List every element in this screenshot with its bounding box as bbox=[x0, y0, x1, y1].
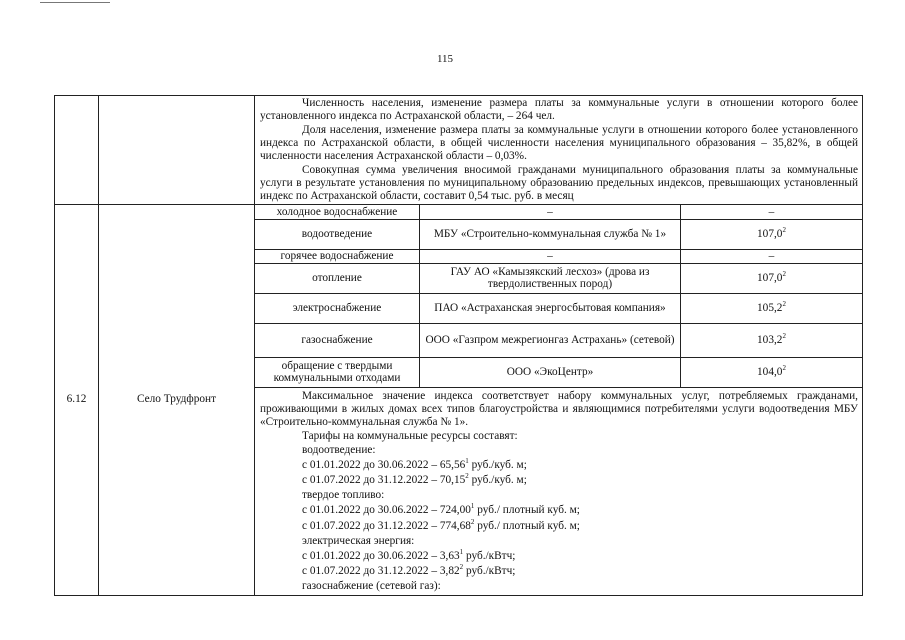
tariffs-heading: Тарифы на коммунальные ресурсы составят: bbox=[302, 429, 518, 442]
service-provider: ГАУ АО «Камызякский лесхоз» (дрова из твердолиственных пород) bbox=[420, 263, 681, 293]
tariff-line bbox=[302, 473, 858, 488]
index-footnote: 2 bbox=[782, 331, 786, 340]
tariff-label: водоотведение: bbox=[302, 443, 376, 456]
service-name: электроснабжение bbox=[255, 293, 420, 323]
service-provider: ООО «Газпром межрегионгаз Астрахань» (сетевой) bbox=[420, 323, 681, 357]
index-footnote: 2 bbox=[782, 225, 786, 234]
settlement-name: Село Трудфронт bbox=[99, 205, 255, 596]
service-name: горячее водоснабжение bbox=[255, 249, 420, 263]
service-row bbox=[255, 357, 862, 387]
index-footnote: 2 bbox=[782, 299, 786, 308]
prev-row-body bbox=[255, 96, 863, 205]
service-name: газоснабжение bbox=[255, 323, 420, 357]
service-provider: МБУ «Строительно-коммунальная служба № 1» bbox=[420, 219, 681, 249]
document-sheet bbox=[54, 95, 861, 596]
tariff-period-value: с 01.07.2022 до 31.12.2022 – 3,82 bbox=[302, 565, 460, 578]
tariff-line bbox=[302, 519, 858, 534]
service-provider: ООО «ЭкоЦентр» bbox=[420, 357, 681, 387]
prev-row-number-cell bbox=[55, 96, 99, 205]
tariff-period-value: с 01.07.2022 до 31.12.2022 – 774,68 bbox=[302, 519, 471, 532]
prev-row-name-cell bbox=[99, 96, 255, 205]
tariff-label: газоснабжение (сетевой газ): bbox=[302, 580, 441, 593]
tariff-footnote: 2 bbox=[465, 472, 469, 481]
service-provider: ПАО «Астраханская энергосбытовая компания» bbox=[420, 293, 681, 323]
municipal-index-table bbox=[54, 95, 863, 596]
previous-row bbox=[55, 96, 863, 205]
top-rule bbox=[40, 2, 110, 3]
index-footnote: 2 bbox=[782, 363, 786, 372]
tariff-line bbox=[302, 458, 858, 473]
share-paragraph: Доля населения, изменение размера платы за коммунальные услуги в отношении которого более установленного индекса по Астраханской области, в общей численности населения муниципального образования – 35,82%, в общей численности населения Астраханской области – 0,03%. bbox=[260, 124, 858, 162]
tariff-unit: руб./кВтч; bbox=[463, 549, 516, 562]
tariff-footnote: 1 bbox=[465, 456, 469, 465]
service-index bbox=[681, 357, 863, 387]
tariff-footnote: 1 bbox=[459, 548, 464, 557]
tariff-list bbox=[255, 443, 862, 595]
row-number: 6.12 bbox=[55, 205, 99, 596]
tariff-period-value: с 01.01.2022 до 30.06.2022 – 3,63 bbox=[302, 549, 460, 562]
tariff-unit: руб./ плотный куб. м; bbox=[474, 504, 580, 517]
service-name: отопление bbox=[255, 263, 420, 293]
service-provider: – bbox=[420, 249, 681, 263]
tariff-period-value: с 01.01.2022 до 30.06.2022 – 724,00 bbox=[302, 504, 471, 517]
index-value: 105,2 bbox=[757, 301, 783, 314]
tariff-period-value: с 01.01.2022 до 30.06.2022 – 65,56 bbox=[302, 458, 466, 471]
service-index bbox=[681, 219, 863, 249]
tariff-unit: руб./куб. м; bbox=[468, 473, 527, 486]
index-value: 107,0 bbox=[757, 271, 783, 284]
index-footnote: 2 bbox=[782, 269, 786, 278]
tariff-label: твердое топливо: bbox=[302, 489, 385, 502]
index-value: – bbox=[768, 249, 775, 262]
settlement-body bbox=[255, 205, 863, 596]
service-row bbox=[255, 205, 862, 219]
tariff-footnote: 2 bbox=[470, 517, 475, 526]
service-row bbox=[255, 263, 862, 293]
page-number: 115 bbox=[436, 53, 454, 65]
service-name: обращение с твердыми коммунальными отходами bbox=[255, 357, 420, 387]
population-paragraph: Численность населения, изменение размера платы за коммунальные услуги в отношении которого более установленного индекса по Астраханской области, – 264 чел. bbox=[260, 97, 858, 122]
service-row bbox=[255, 249, 862, 263]
index-value: 103,2 bbox=[757, 333, 783, 346]
tariff-period-value: с 01.07.2022 до 31.12.2022 – 70,15 bbox=[302, 473, 466, 486]
service-index bbox=[681, 293, 863, 323]
sum-paragraph: Совокупная сумма увеличения вносимой гражданами муниципального образования платы за коммунальные услуги в результате установления по муниципальному образованию предельных индексов, превышающих установленный индекс по Астраханской области, составит 0,54 тыс. руб. в месяц bbox=[260, 164, 858, 202]
max-index-paragraph: Максимальное значение индекса соответствует набору коммунальных услуг, потребляемых гражданами, проживающими в жилых домах всех типов благоустройства и являющимися потребителями услуги водоотведения МБУ «Строительно-коммунальная служба № 1». bbox=[260, 389, 858, 428]
tariff-footnote: 1 bbox=[470, 502, 475, 511]
service-index bbox=[681, 323, 863, 357]
index-value: 107,0 bbox=[757, 227, 783, 240]
service-index bbox=[681, 263, 863, 293]
service-index bbox=[681, 205, 863, 219]
tariff-unit: руб./кВтч; bbox=[463, 565, 516, 578]
index-value: 104,0 bbox=[757, 365, 783, 378]
service-row bbox=[255, 293, 862, 323]
settlement-row bbox=[55, 205, 863, 596]
service-name: водоотведение bbox=[255, 219, 420, 249]
tariff-line bbox=[302, 503, 858, 518]
tariff-footnote: 2 bbox=[459, 563, 464, 572]
tariff-unit: руб./ плотный куб. м; bbox=[474, 519, 580, 532]
service-index bbox=[681, 249, 863, 263]
service-provider: – bbox=[420, 205, 681, 219]
tariff-line bbox=[302, 564, 858, 579]
service-row bbox=[255, 219, 862, 249]
services-subtable bbox=[255, 205, 862, 388]
service-name: холодное водоснабжение bbox=[255, 205, 420, 219]
service-row bbox=[255, 323, 862, 357]
tariff-line bbox=[302, 549, 858, 564]
tariff-unit: руб./куб. м; bbox=[468, 458, 527, 471]
index-value: – bbox=[768, 205, 775, 218]
tariff-label: электрическая энергия: bbox=[302, 534, 415, 547]
